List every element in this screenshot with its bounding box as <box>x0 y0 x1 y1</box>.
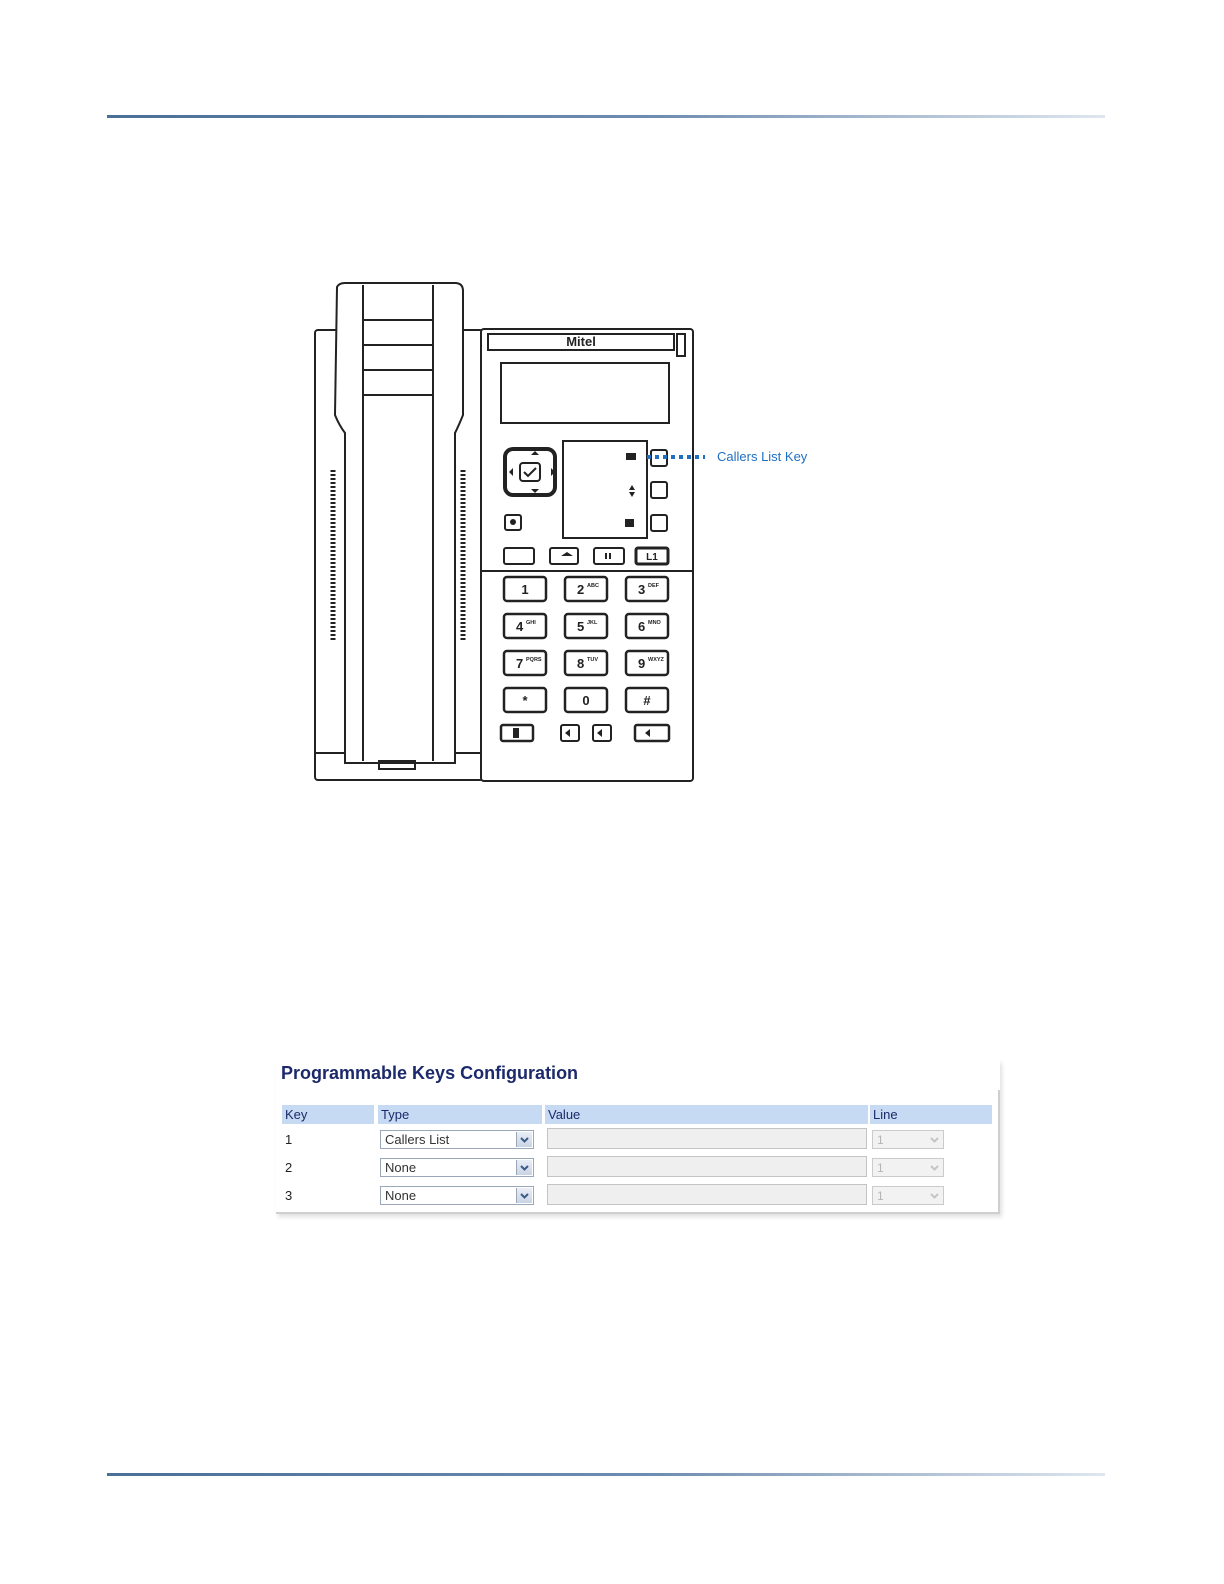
keypad-letters: PQRS <box>526 657 542 663</box>
line-key-label: L1 <box>646 552 658 563</box>
chevron-down-icon <box>516 1160 532 1175</box>
chevron-down-icon <box>516 1132 532 1147</box>
key-3-line-value: 1 <box>877 1189 884 1203</box>
column-header-value: Value <box>545 1105 868 1124</box>
keypad-digit: 4 <box>516 619 524 634</box>
key-2-value-field[interactable] <box>547 1156 867 1177</box>
key-2-line-select[interactable] <box>872 1158 944 1177</box>
programmable-keys-panel <box>276 1060 1000 1214</box>
keypad-digit: 6 <box>638 619 646 634</box>
phone-illustration <box>305 275 705 790</box>
key-3-value-field[interactable] <box>547 1184 867 1205</box>
key-1-type-select[interactable] <box>380 1130 534 1149</box>
keypad-letters: DEF <box>648 583 659 589</box>
key-1-value-field[interactable] <box>547 1128 867 1149</box>
key-1-line-value: 1 <box>877 1133 884 1147</box>
key-3-type-value: None <box>385 1188 417 1203</box>
chevron-down-icon <box>927 1160 942 1175</box>
chevron-down-icon <box>927 1188 942 1203</box>
keypad-letters: TUV <box>587 657 598 663</box>
keypad-digit: 0 <box>582 693 590 708</box>
panel-title: Programmable Keys Configuration <box>281 1063 579 1083</box>
phone-logo: Mitel <box>566 334 596 349</box>
key-number: 2 <box>285 1160 293 1175</box>
keypad-digit: 1 <box>521 582 529 597</box>
keypad-letters: JKL <box>587 620 598 626</box>
keypad-digit: 8 <box>577 656 585 671</box>
keypad-digit: 9 <box>638 656 646 671</box>
key-number: 1 <box>285 1132 293 1147</box>
keypad-digit: * <box>522 693 528 708</box>
column-header-key: Key <box>282 1105 374 1124</box>
key-2-type-select[interactable] <box>380 1158 534 1177</box>
keypad-letters: MNO <box>648 620 661 626</box>
callers-list-key-callout: Callers List Key <box>717 449 808 464</box>
keypad-digit: 5 <box>577 619 585 634</box>
key-1-type-value: Callers List <box>385 1132 450 1147</box>
chevron-down-icon <box>516 1188 532 1203</box>
footer-rule <box>107 1473 1105 1476</box>
keypad-letters: WXYZ <box>648 657 664 663</box>
key-2-line-value: 1 <box>877 1161 884 1175</box>
keypad-digit: 2 <box>577 582 585 597</box>
column-header-type: Type <box>378 1105 542 1124</box>
key-3-type-select[interactable] <box>380 1186 534 1205</box>
key-1-line-select[interactable] <box>872 1130 944 1149</box>
header-rule <box>107 115 1105 118</box>
keypad-letters: ABC <box>587 583 599 589</box>
key-3-line-select[interactable] <box>872 1186 944 1205</box>
keypad-digit: 7 <box>516 656 524 671</box>
key-number: 3 <box>285 1188 293 1203</box>
key-2-type-value: None <box>385 1160 417 1175</box>
chevron-down-icon <box>927 1132 942 1147</box>
keypad-letters: GHI <box>526 620 536 626</box>
column-header-line: Line <box>870 1105 992 1124</box>
keypad-digit: # <box>643 693 651 708</box>
keypad-digit: 3 <box>638 582 646 597</box>
